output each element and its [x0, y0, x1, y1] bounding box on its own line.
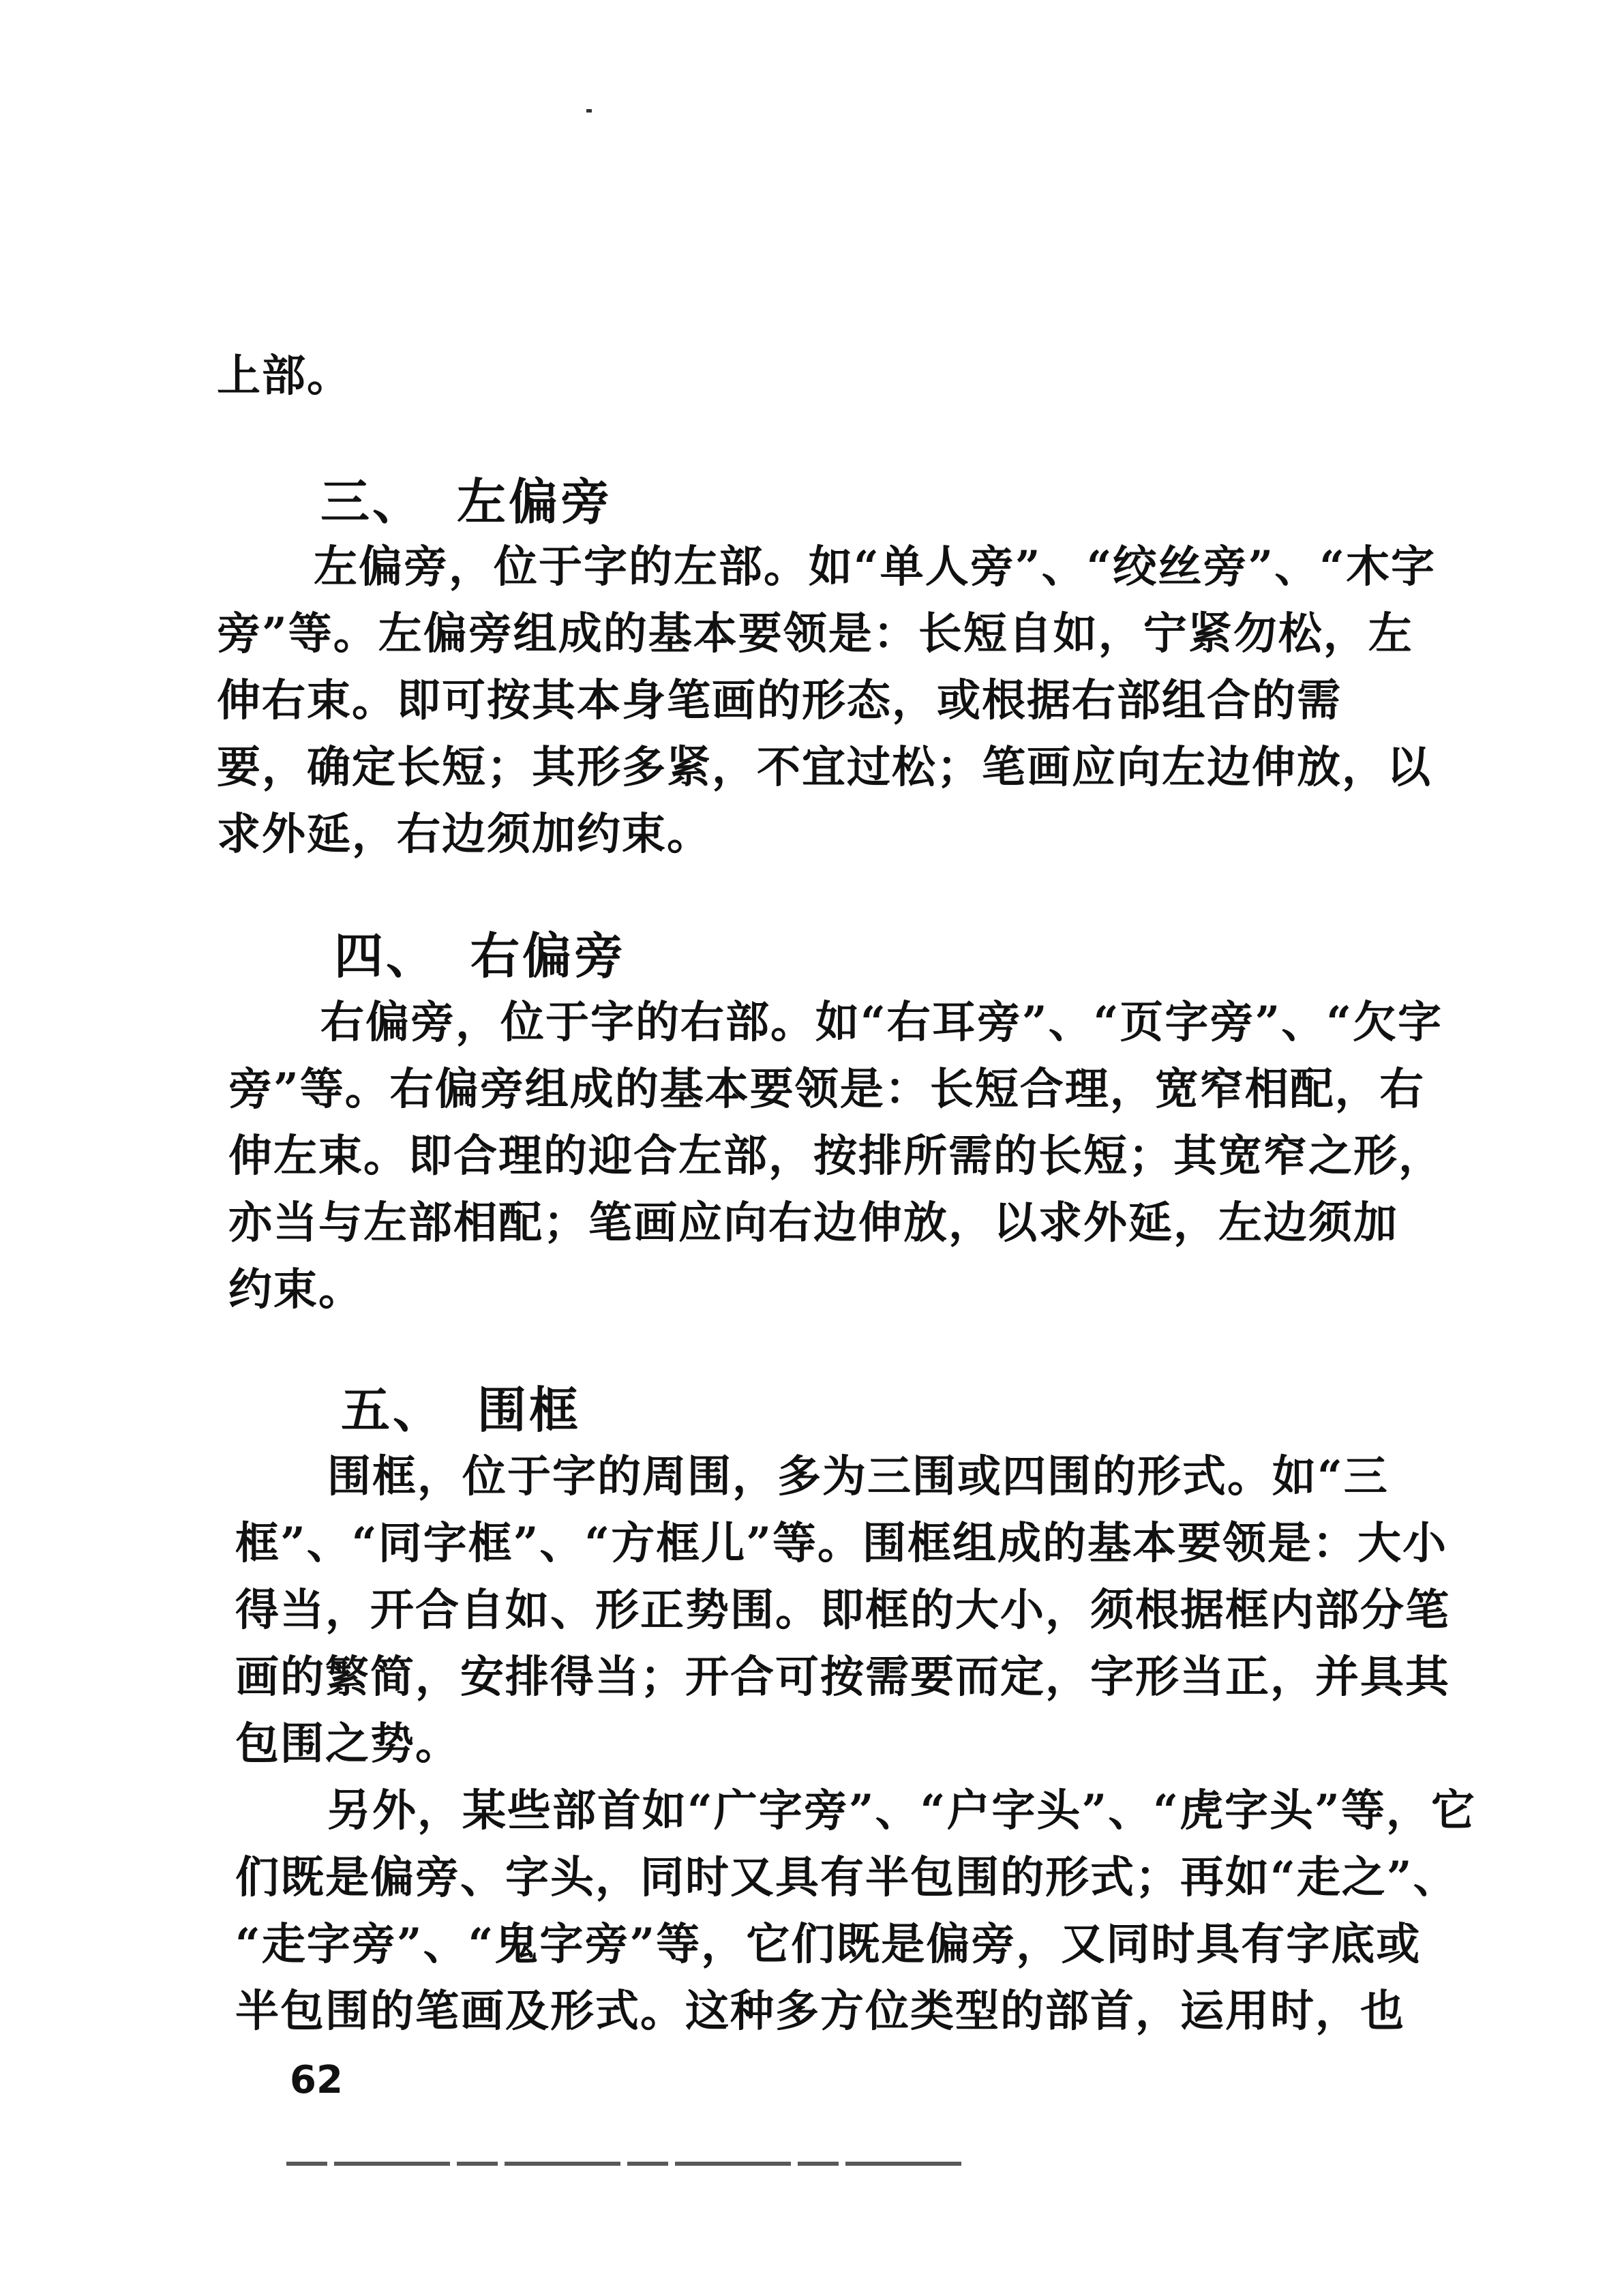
paragraph-line: 伸右束。即可按其本身笔画的形态，或根据右部组合的需 — [217, 675, 1342, 726]
section-number: 三、 — [320, 473, 425, 531]
paragraph-line: 围框，位于字的周围，多为三围或四围的形式。如“三 — [327, 1451, 1389, 1502]
paragraph-line: 得当，开合自如、形正势围。即框的大小，须根据框内部分笔 — [235, 1585, 1450, 1636]
paragraph-line: 旁”等。右偏旁组成的基本要领是：长短合理，宽窄相配，右 — [228, 1064, 1425, 1115]
paragraph-line: 求外延，右边须加约束。 — [217, 809, 712, 860]
paragraph-line: 约束。 — [228, 1264, 363, 1315]
paragraph-line: 亦当与左部相配；笔画应向右边伸放，以求外延，左边须加 — [228, 1197, 1398, 1249]
section-title: 右偏旁 — [470, 927, 627, 985]
section-title: 围框 — [477, 1381, 582, 1439]
section-number: 四、 — [334, 927, 438, 985]
paragraph-line: “走字旁”、“鬼字旁”等，它们既是偏旁，又同时具有字底或 — [235, 1919, 1422, 1970]
intro-tail: 上部。 — [217, 351, 352, 402]
scan-speck — [586, 109, 592, 113]
section-heading-enclosure — [341, 1381, 582, 1439]
page-number: 62 — [290, 2058, 343, 2102]
paragraph-line: 包围之势。 — [235, 1718, 460, 1770]
paragraph-line: 旁”等。左偏旁组成的基本要领是：长短自如，宁紧勿松，左 — [217, 608, 1413, 659]
paragraph-line: 框”、“同字框”、“方框儿”等。围框组成的基本要领是：大小 — [235, 1518, 1448, 1569]
paragraph-line: 伸左束。即合理的迎合左部，按排所需的长短；其宽窄之形， — [228, 1131, 1443, 1182]
section-heading-left-radical — [320, 473, 613, 531]
section-title: 左偏旁 — [457, 473, 613, 531]
section-number: 五、 — [341, 1381, 445, 1439]
scan-edge-artifact — [286, 2162, 961, 2166]
paragraph-line: 右偏旁，位于字的右部。如“右耳旁”、“页字旁”、“欠字 — [320, 997, 1443, 1048]
paragraph-line: 左偏旁，位于字的左部。如“单人旁”、“绞丝旁”、“木字 — [314, 541, 1437, 593]
paragraph-line: 们既是偏旁、字头，同时又具有半包围的形式；再如“走之”、 — [235, 1852, 1458, 1903]
section-heading-right-radical — [334, 927, 627, 985]
paragraph-line: 半包围的笔画及形式。这种多方位类型的部首，运用时，也 — [235, 1986, 1405, 2037]
paragraph-line: 另外，某些部首如“广字旁”、“户字头”、“虎字头”等，它 — [327, 1785, 1476, 1836]
paragraph-line: 画的繁简，安排得当；开合可按需要而定，字形当正，并具其 — [235, 1652, 1450, 1703]
paragraph-line: 要，确定长短；其形多紧，不宜过松；笔画应向左边伸放，以 — [217, 742, 1432, 793]
